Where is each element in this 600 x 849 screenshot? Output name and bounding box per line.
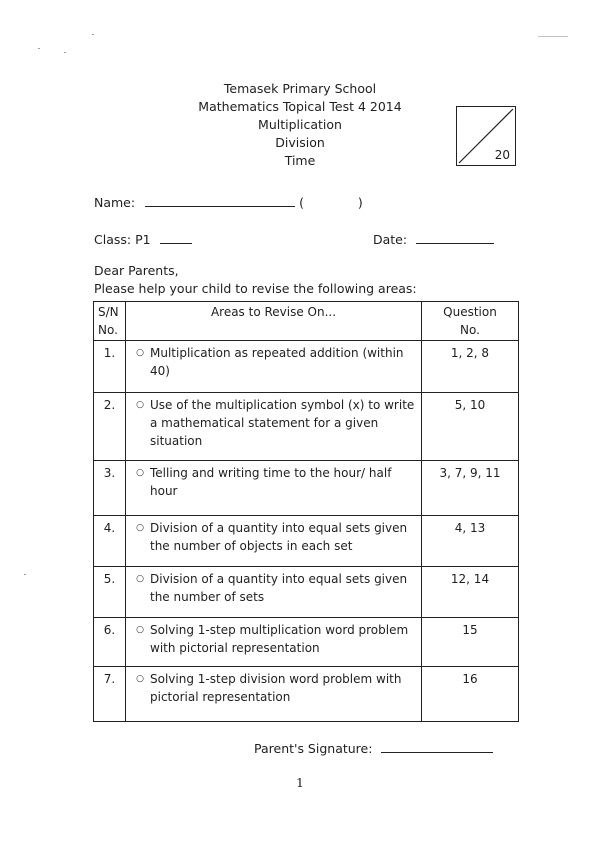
row-sn: 5. (94, 567, 126, 618)
class-field (94, 231, 192, 247)
signature-label: Parent's Signature: (254, 741, 373, 756)
bullet-icon: ○ (136, 468, 144, 478)
letter-intro (94, 262, 417, 298)
row-area (126, 667, 422, 722)
row-area-text: Multiplication as repeated addition (within 40) (150, 346, 404, 378)
instruction: Please help your child to revise the following areas: (94, 281, 417, 296)
row-sn: 1. (94, 341, 126, 393)
paren-open: ( (299, 195, 304, 210)
bullet-icon: ○ (136, 574, 144, 584)
row-area-text: Division of a quantity into equal sets given the number of objects in each set (150, 521, 408, 553)
row-questions: 5, 10 (422, 393, 519, 461)
name-blank (145, 194, 295, 207)
table-row (94, 667, 519, 722)
row-area (126, 516, 422, 567)
scan-speck (38, 48, 40, 49)
table-row (94, 618, 519, 667)
date-label: Date: (373, 232, 408, 247)
name-label: Name: (94, 195, 136, 210)
header-question (422, 302, 519, 341)
parent-signature-field (254, 740, 493, 756)
row-area (126, 393, 422, 461)
row-questions: 16 (422, 667, 519, 722)
row-questions: 15 (422, 618, 519, 667)
class-label: Class: P1 (94, 232, 151, 247)
row-questions: 3, 7, 9, 11 (422, 461, 519, 516)
row-area-text: Solving 1-step division word problem with pictorial representation (150, 672, 402, 704)
row-area-text: Telling and writing time to the hour/ half hour (150, 466, 392, 498)
date-field (373, 231, 494, 247)
signature-blank (381, 740, 493, 753)
row-sn: 6. (94, 618, 126, 667)
scan-speck (92, 34, 94, 35)
row-sn: 3. (94, 461, 126, 516)
topic-multiplication: Multiplication (258, 117, 342, 132)
topic-division: Division (275, 135, 325, 150)
header-sn (94, 302, 126, 341)
row-sn: 2. (94, 393, 126, 461)
bullet-icon: ○ (136, 625, 144, 635)
row-questions: 1, 2, 8 (422, 341, 519, 393)
header-sn-line1: S/N (98, 305, 119, 319)
bullet-icon: ○ (136, 523, 144, 533)
test-title: Mathematics Topical Test 4 2014 (198, 99, 402, 114)
paren-close: ) (357, 195, 363, 210)
date-blank (416, 231, 494, 244)
row-area (126, 341, 422, 393)
table-row (94, 567, 519, 618)
scan-speck (64, 52, 66, 53)
bullet-icon: ○ (136, 674, 144, 684)
row-sn: 4. (94, 516, 126, 567)
table-row (94, 461, 519, 516)
scan-speck (24, 574, 26, 575)
row-area (126, 618, 422, 667)
revision-table (93, 301, 519, 722)
row-area-text: Use of the multiplication symbol (x) to write a mathematical statement for a given situation (150, 398, 415, 448)
bullet-icon: ○ (136, 400, 144, 410)
row-area-text: Solving 1-step multiplication word problem with pictorial representation (150, 623, 409, 655)
header-q-line1: Question (443, 305, 497, 319)
table-header-row (94, 302, 519, 341)
table-row (94, 341, 519, 393)
row-sn: 7. (94, 667, 126, 722)
row-questions: 12, 14 (422, 567, 519, 618)
scan-speck (538, 36, 568, 37)
topic-time: Time (284, 153, 316, 168)
name-field (94, 194, 363, 210)
header-area-text: Areas to Revise On... (210, 305, 337, 319)
score-total: 20 (494, 148, 510, 162)
row-questions: 4, 13 (422, 516, 519, 567)
header-q-line2: No. (460, 323, 480, 337)
row-area (126, 461, 422, 516)
page-number: 1 (296, 775, 304, 790)
class-blank (160, 231, 192, 244)
header-sn-line2: No. (98, 323, 118, 337)
row-area (126, 567, 422, 618)
row-area-text: Division of a quantity into equal sets given the number of sets (150, 572, 408, 604)
school-name: Temasek Primary School (223, 81, 377, 96)
score-box (456, 106, 516, 166)
header-area (126, 302, 422, 341)
table-row (94, 516, 519, 567)
greeting: Dear Parents, (94, 263, 179, 278)
bullet-icon: ○ (136, 348, 144, 358)
table-row (94, 393, 519, 461)
